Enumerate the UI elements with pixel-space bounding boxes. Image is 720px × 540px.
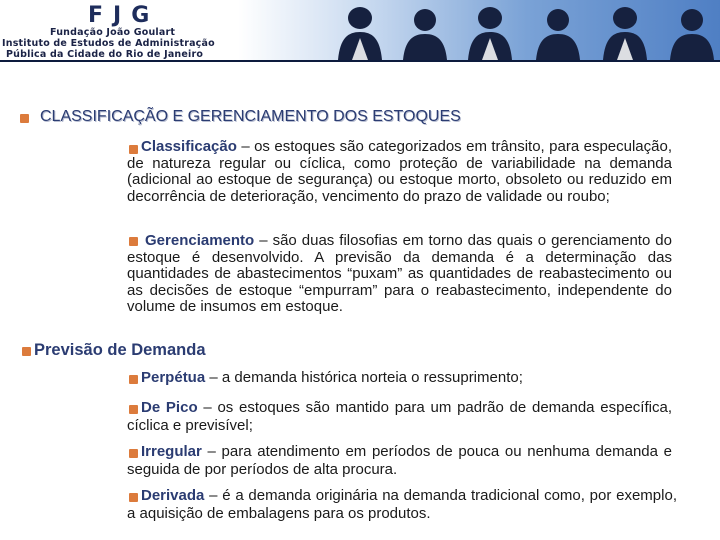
classificacao-paragraph — [127, 139, 672, 205]
bullet-icon — [20, 114, 29, 123]
term-irregular: Irregular — [141, 443, 202, 460]
gerenciamento-text: – são duas filosofias em torno das quais o gerenciamento do estoque é desenvolvido. A previsão da demanda é a determinação das quantidades de abastecimentos “puxam” as quantidades de reabastecimento ou as decisões de estoque “empurram” para o reabastecimento, independente do volume de insumos em estoque. — [127, 232, 672, 316]
term-de-pico: De Pico — [141, 399, 198, 416]
irregular-paragraph — [127, 443, 672, 479]
term-perpetua: Perpétua — [141, 369, 206, 386]
section-title-classificacao: CLASSIFICAÇÃO E GERENCIAMENTO DOS ESTOQUES — [40, 108, 461, 125]
irregular-text: – para atendimento em períodos de pouca ou nenhuma demanda e seguida de por períodos de alta procura. — [127, 443, 672, 478]
term-gerenciamento: Gerenciamento — [145, 232, 255, 249]
term-classificacao: Classificação — [141, 138, 237, 155]
org-name-line1: Fundação João Goulart — [50, 27, 176, 38]
org-name-line3: Pública da Cidade do Rio de Janeiro — [6, 49, 204, 60]
derivada-text: – é a demanda originária na demanda tradicional como, por exemplo, a aquisição de embalagens para os produtos. — [127, 487, 677, 522]
section-title-previsao: Previsão de Demanda — [34, 341, 206, 359]
de-pico-text: – os estoques são mantido para um padrão de demanda específica, cíclica e previsível; — [127, 399, 672, 434]
fjg-logo: FJG — [88, 3, 160, 28]
perpetua-paragraph — [127, 369, 672, 387]
gerenciamento-paragraph — [127, 233, 672, 316]
bullet-icon — [22, 347, 31, 356]
perpetua-text: – a demanda histórica norteia o ressuprimento; — [205, 369, 523, 386]
org-name-line2: Instituto de Estudos de Administração — [2, 38, 215, 49]
derivada-paragraph — [127, 487, 677, 523]
term-derivada: Derivada — [141, 487, 205, 504]
classificacao-text: – os estoques são categorizados em trânsito, para especulação, de natureza regular ou cíclica, como proteção de variabilidade na demanda (adicional ao estoque de segurança) ou estoque morto, obsoleto ou reduzido em decorrência de deterioração, vencimento do prazo de validade ou roubo; — [127, 138, 672, 205]
de-pico-paragraph — [127, 399, 672, 435]
